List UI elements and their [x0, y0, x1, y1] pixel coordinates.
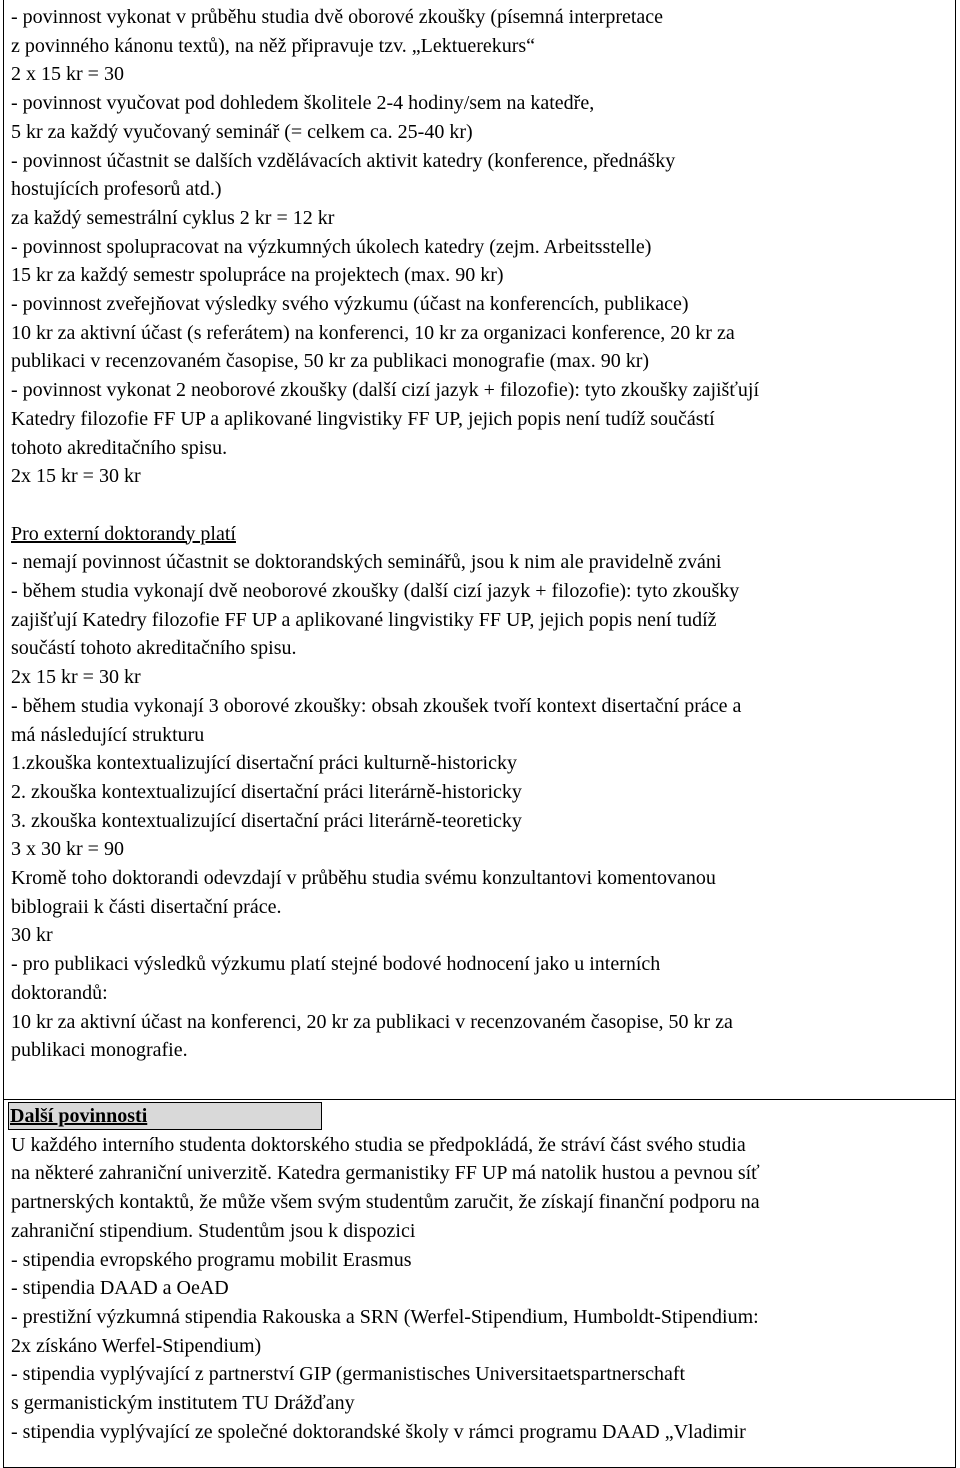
text-line: 1.zkouška kontextualizující disertační práci kulturně-historicky — [11, 752, 517, 775]
section-divider — [3, 1099, 956, 1100]
text-line: publikaci monografie. — [11, 1039, 188, 1062]
text-line: biblograii k části disertační práce. — [11, 895, 282, 918]
text-line: - stipendia DAAD a OeAD — [11, 1277, 229, 1300]
text-line: 2. zkouška kontextualizující disertační práci literárně-historicky — [11, 780, 522, 803]
text-line: - během studia vykonají dvě neoborové zkoušky (další cizí jazyk + filozofie): tyto zkoušky — [11, 580, 740, 603]
text-line: 15 kr za každý semestr spolupráce na projektech (max. 90 kr) — [11, 264, 504, 287]
text-line: Kromě toho doktorandi odevzdají v průběhu studia svému konzultantovi komentovanou — [11, 867, 716, 890]
text-line: s germanistickým institutem TU Drážďany — [11, 1392, 355, 1415]
text-line: 10 kr za aktivní účast na konferenci, 20 kr za publikaci v recenzovaném časopise, 50 kr za — [11, 1010, 733, 1033]
text-line: 10 kr za aktivní účast (s referátem) na konferenci, 10 kr za organizaci konference, 20 kr za — [11, 321, 735, 344]
other-obligations-section — [11, 1102, 951, 1446]
text-line: zahraniční stipendium. Studentům jsou k dispozici — [11, 1219, 416, 1242]
text-line: součástí tohoto akreditačního spisu. — [11, 637, 297, 660]
text-line: 2x 15 kr = 30 kr — [11, 666, 141, 689]
text-line: partnerských kontaktů, že může všem svým studentům zaručit, že získají finanční podporu na — [11, 1191, 760, 1214]
text-line: - povinnost vykonat v průběhu studia dvě oborové zkoušky (písemná interpretace — [11, 6, 664, 28]
text-line: - stipendia vyplývající z partnerství GIP (germanistisches Universitaetspartnerschaft — [11, 1363, 686, 1386]
text-line: - během studia vykonají 3 oborové zkoušky: obsah zkoušek tvoří kontext disertační práce a — [11, 694, 742, 717]
text-line: Katedry filozofie FF UP a aplikované lingvistiky FF UP, jejich popis není tudíž součástí — [11, 407, 715, 430]
text-line: - povinnost vyučovat pod dohledem školitele 2-4 hodiny/sem na katedře, — [11, 92, 595, 115]
text-line: - pro publikaci výsledků výzkumu platí stejné bodové hodnocení jako u interních — [11, 953, 661, 976]
text-line: hostujících profesorů atd.) — [11, 178, 222, 201]
text-line: U každého interního studenta doktorského studia se předpokládá, že stráví část svého studia — [11, 1133, 746, 1156]
text-line: 2x 15 kr = 30 kr — [11, 465, 141, 488]
text-line: zajišťují Katedry filozofie FF UP a aplikované lingvistiky FF UP, jejich popis není tudíž — [11, 608, 717, 631]
text-line: 2 x 15 kr = 30 — [11, 63, 124, 86]
text-line: za každý semestrální cyklus 2 kr = 12 kr — [11, 206, 335, 229]
external-students-heading: Pro externí doktorandy platí — [11, 522, 236, 545]
requirements-section — [11, 3, 951, 1065]
text-line: 3. zkouška kontextualizující disertační práci literárně-teoreticky — [11, 809, 522, 832]
blank-line — [11, 491, 951, 520]
text-line: publikaci v recenzovaném časopise, 50 kr za publikaci monografie (max. 90 kr) — [11, 350, 650, 373]
text-line: - povinnost zveřejňovat výsledky svého výzkumu (účast na konferencích, publikace) — [11, 293, 689, 316]
text-line: má následující strukturu — [11, 723, 205, 746]
text-line: 5 kr za každý vyučovaný seminář (= celkem ca. 25-40 kr) — [11, 120, 473, 143]
text-line: 2x získáno Werfel-Stipendium) — [11, 1334, 262, 1357]
text-line: 30 kr — [11, 924, 53, 947]
other-obligations-heading: Další povinnosti — [8, 1102, 322, 1130]
text-line: - stipendia vyplývající ze společné doktorandské školy v rámci programu DAAD „Vladimir — [11, 1420, 746, 1443]
text-line: doktorandů: — [11, 981, 108, 1004]
text-line: - povinnost vykonat 2 neoborové zkoušky (další cizí jazyk + filozofie): tyto zkoušky zajišťují — [11, 379, 759, 402]
text-line: tohoto akreditačního spisu. — [11, 436, 228, 459]
text-line: - prestižní výzkumná stipendia Rakouska a SRN (Werfel-Stipendium, Humboldt-Stipendium: — [11, 1305, 759, 1328]
text-line: - povinnost spolupracovat na výzkumných úkolech katedry (zejm. Arbeitsstelle) — [11, 235, 652, 258]
text-line: - nemají povinnost účastnit se doktorandských seminářů, jsou k nim ale pravidelně zváni — [11, 551, 722, 574]
text-line: - stipendia evropského programu mobilit Erasmus — [11, 1248, 412, 1271]
text-line: 3 x 30 kr = 90 — [11, 838, 124, 861]
text-line: - povinnost účastnit se dalších vzdělávacích aktivit katedry (konference, přednášky — [11, 149, 676, 172]
text-line: z povinného kánonu textů), na něž připravuje tzv. „Lektuerekurs“ — [11, 34, 536, 57]
text-line: na některé zahraniční univerzitě. Katedra germanistiky FF UP má natolik hustou a pevnou síť — [11, 1162, 760, 1185]
